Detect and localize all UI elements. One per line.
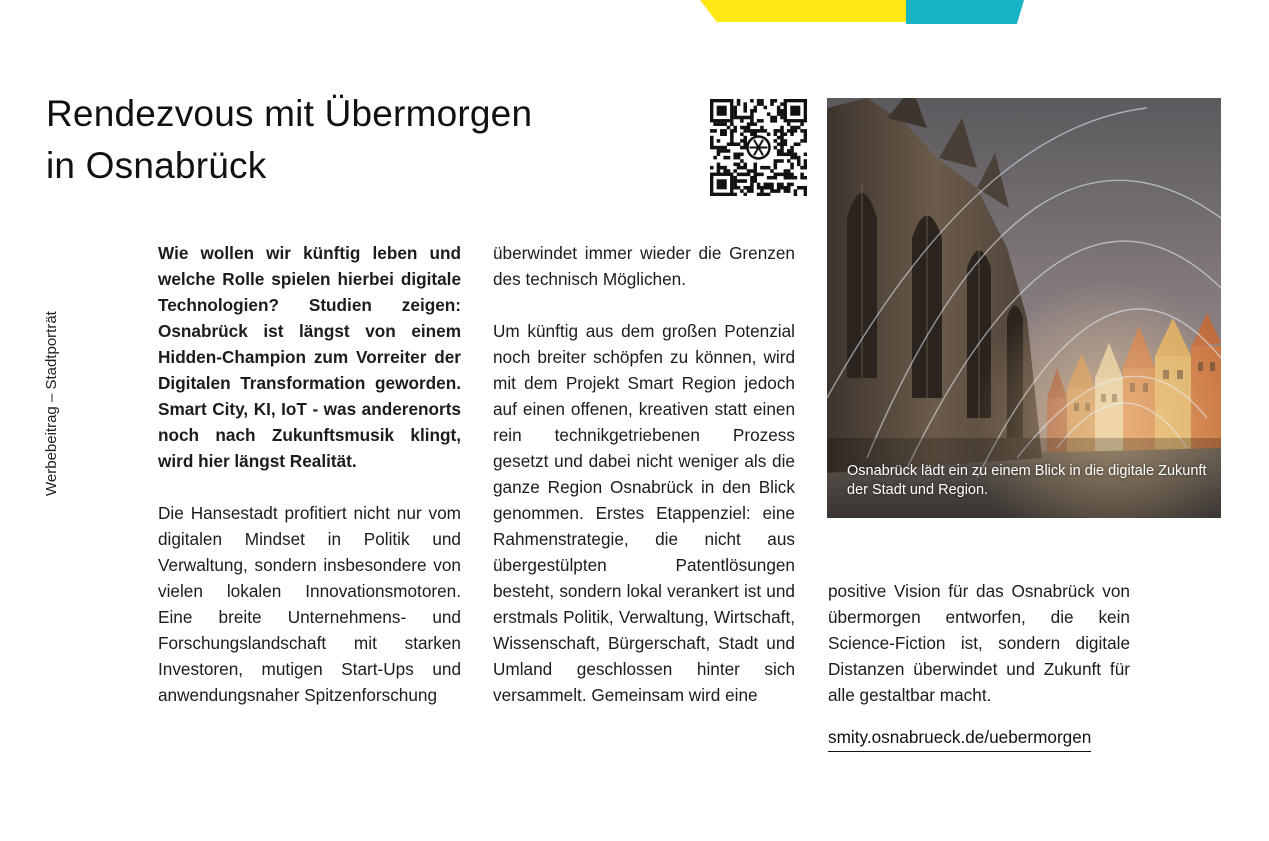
body-paragraph: Um künftig aus dem großen Potenzial noch breiter schöpfen zu können, wird mit dem Projekt Smart Region jedoch auf einen offenen, kreativen statt einen rein technikgetriebenen Prozess gesetzt und dabei nicht weniger als die ganze Region Osnabrück in den Blick genommen. Erstes Etappenziel: eine Rahmenstrategie, die nicht aus übergestülpten Patentlösungen besteht, sondern lokal verankert ist und erstmals Politik, Verwaltung, Wirtschaft, Wissenschaft, Bürgerschaft, Stadt und Umland geschlossen hinter sich versammelt. Gemeinsam wird eine <box>493 321 795 705</box>
cathedral-illustration <box>827 98 1221 518</box>
article-column-1 <box>158 240 461 708</box>
lead-paragraph: Wie wollen wir künftig leben und welche Rolle spielen hierbei digitale Technologien? Studien zeigen: Osnabrück ist längst von einem Hidden-Champion zum Vorreiter der Digitalen Transformation geworden. Smart City, KI, IoT - was anderenorts noch nach Zukunftsmusik klingt, wird hier längst Realität. <box>158 243 461 471</box>
qr-code[interactable] <box>710 99 807 196</box>
article-column-3 <box>828 578 1130 708</box>
body-paragraph: positive Vision für das Osnabrück von übermorgen entworfen, die kein Science-Fiction ist, sondern digitale Distanzen überwindet und Zukunft für alle gestaltbar macht. <box>828 581 1130 705</box>
qr-code-icon <box>710 99 807 196</box>
project-url-link[interactable]: smity.osnabrueck.de/uebermorgen <box>828 724 1091 752</box>
decorative-band-yellow <box>700 0 910 22</box>
article-column-2 <box>493 240 795 708</box>
cathedral-photo <box>827 98 1221 518</box>
decorative-band-teal <box>906 0 1024 24</box>
title-line-1: Rendezvous mit Übermorgen <box>46 93 533 134</box>
photo-caption: Osnabrück lädt ein zu einem Blick in die digitale Zukunft der Stadt und Region. <box>847 463 1207 498</box>
title-line-2: in Osnabrück <box>46 145 267 186</box>
page-title <box>46 88 532 192</box>
body-paragraph: überwindet immer wieder die Grenzen des technisch Möglichen. <box>493 243 795 289</box>
body-paragraph: Die Hansestadt profitiert nicht nur vom digitalen Mindset in Politik und Verwaltung, sondern insbesondere von vielen lokalen Innovationsmotoren. Eine breite Unternehmens- und Forschungslandschaft mit starken Investoren, mutigen Start-Ups und anwendungsnaher Spitzenforschung <box>158 503 461 705</box>
side-label: Werbebeitrag – Stadtporträt <box>43 311 60 496</box>
